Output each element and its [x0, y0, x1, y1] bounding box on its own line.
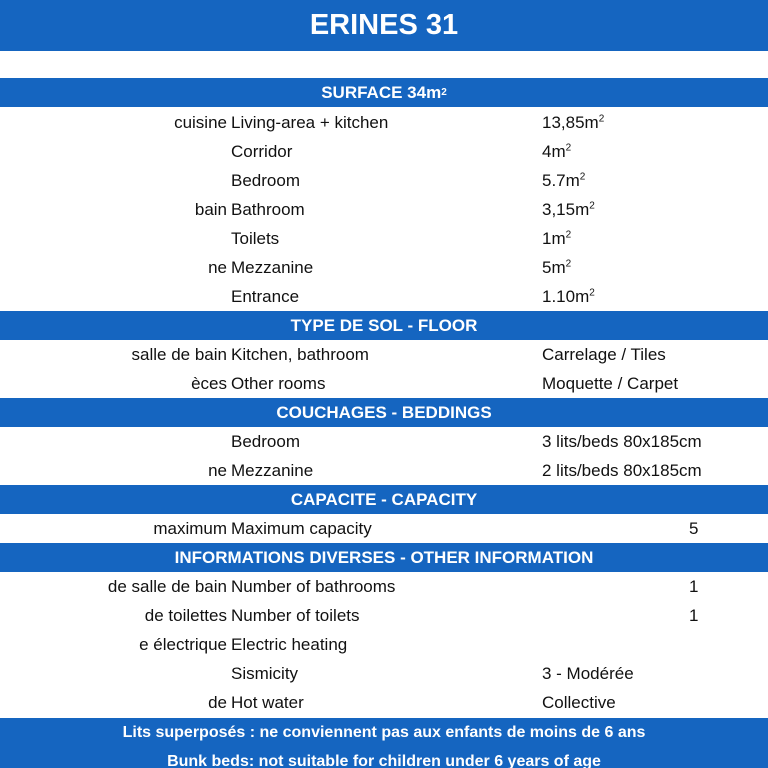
row-value: Carrelage / Tiles	[542, 345, 666, 364]
table-row	[0, 659, 768, 688]
section-header-beddings	[0, 398, 768, 427]
row-label-en: Number of bathrooms	[231, 577, 396, 596]
row-label-en: Kitchen, bathroom	[231, 345, 369, 364]
row-value-text: 4m	[542, 142, 566, 161]
row-label-en: Number of toilets	[231, 606, 360, 625]
table-row	[0, 195, 768, 224]
row-label-fr: salle de bain	[131, 345, 227, 364]
section-floor-label: TYPE DE SOL - FLOOR	[290, 315, 478, 335]
row-value-sup: 2	[565, 258, 572, 270]
row-value-text: 1.10m	[542, 287, 590, 306]
row-label-en: Mezzanine	[231, 461, 314, 480]
section-beddings-label: COUCHAGES - BEDDINGS	[276, 402, 492, 422]
table-row	[0, 514, 768, 543]
row-label-fr: ne	[208, 258, 227, 277]
section-other-label: INFORMATIONS DIVERSES - OTHER INFORMATION	[174, 547, 594, 567]
table-row	[0, 601, 768, 630]
row-value-text: 3,15m	[542, 200, 590, 219]
row-value-sup: 2	[579, 171, 586, 183]
row-label-en: Mezzanine	[231, 258, 314, 277]
row-label-fr: bain	[194, 200, 227, 219]
row-label-fr: maximum	[153, 519, 227, 538]
row-value: 3 - Modérée	[542, 664, 634, 683]
row-label-fr	[7, 224, 227, 253]
row-value	[542, 282, 595, 311]
row-label-fr: de salle de bain	[107, 577, 227, 596]
row-value: 2 lits/beds 80x185cm	[542, 461, 702, 480]
row-label-fr: cuisine	[174, 113, 227, 132]
section-surface-label: SURFACE 34m	[321, 82, 442, 102]
row-label-en: Other rooms	[231, 374, 326, 393]
row-value-text: 5m	[542, 258, 566, 277]
table-row	[0, 166, 768, 195]
row-label-fr: èces	[191, 374, 227, 393]
row-value-sup: 2	[589, 287, 595, 299]
row-value-text: 1m	[542, 229, 566, 248]
footer-notice	[0, 718, 768, 768]
section-header-surface: SURFACE 34m 2	[0, 78, 768, 107]
table-row	[0, 253, 768, 282]
row-label-fr	[7, 137, 227, 166]
table-row	[0, 224, 768, 253]
row-label-en: Electric heating	[231, 635, 348, 654]
row-label-fr	[7, 282, 227, 311]
row-label-fr: de toilettes	[144, 606, 227, 625]
table-row	[0, 456, 768, 485]
row-label-en: Sismicity	[231, 664, 299, 683]
row-label-en: Bathroom	[231, 200, 305, 219]
row-label-fr: e électrique	[139, 635, 227, 654]
row-value	[542, 137, 571, 166]
table-row	[0, 282, 768, 311]
table-row	[0, 340, 768, 369]
section-capacity-label: CAPACITE - CAPACITY	[290, 489, 478, 509]
row-value: Collective	[542, 693, 616, 712]
row-value: 3 lits/beds 80x185cm	[542, 432, 702, 451]
row-label-fr: ne	[208, 461, 227, 480]
table-row	[0, 137, 768, 166]
footer-line-fr: Lits superposés : ne conviennent pas aux enfants de moins de 6 ans	[122, 724, 646, 741]
row-value: Moquette / Carpet	[542, 374, 679, 393]
row-label-fr	[7, 166, 227, 195]
row-value-sup: 2	[598, 113, 605, 125]
footer-line-en: Bunk beds: not suitable for children under 6 years of age	[167, 753, 601, 768]
row-value	[542, 224, 571, 253]
table-row	[0, 369, 768, 398]
row-label-en: Bedroom	[231, 432, 300, 451]
row-value	[542, 166, 585, 195]
section-header-other	[0, 543, 768, 572]
section-header-floor	[0, 311, 768, 340]
row-label-en: Toilets	[231, 229, 280, 248]
section-header-capacity	[0, 485, 768, 514]
row-value-sup: 2	[565, 142, 572, 154]
row-value	[542, 108, 604, 137]
row-label-en: Hot water	[231, 693, 304, 712]
row-label-fr	[7, 659, 227, 688]
row-number: 1	[689, 606, 699, 625]
page-title-text: ERINES 31	[309, 9, 459, 41]
row-value	[542, 253, 571, 282]
row-label-fr: de	[208, 693, 227, 712]
row-number: 1	[689, 577, 699, 596]
row-label-fr	[7, 427, 227, 456]
row-value-sup: 2	[589, 200, 595, 212]
page-title	[0, 0, 768, 51]
row-value	[542, 195, 595, 224]
row-number: 5	[689, 519, 699, 538]
row-value-sup: 2	[565, 229, 572, 241]
row-value-text: 5.7m	[542, 171, 580, 190]
table-row	[0, 572, 768, 601]
row-label-en: Bedroom	[231, 171, 300, 190]
row-label-en: Entrance	[231, 287, 300, 306]
table-row	[0, 108, 768, 137]
table-row	[0, 688, 768, 717]
row-label-en: Corridor	[231, 142, 293, 161]
row-label-en: Living-area + kitchen	[231, 113, 389, 132]
table-row	[0, 630, 768, 659]
row-label-en: Maximum capacity	[231, 519, 372, 538]
row-value-text: 13,85m	[542, 113, 599, 132]
table-row	[0, 427, 768, 456]
